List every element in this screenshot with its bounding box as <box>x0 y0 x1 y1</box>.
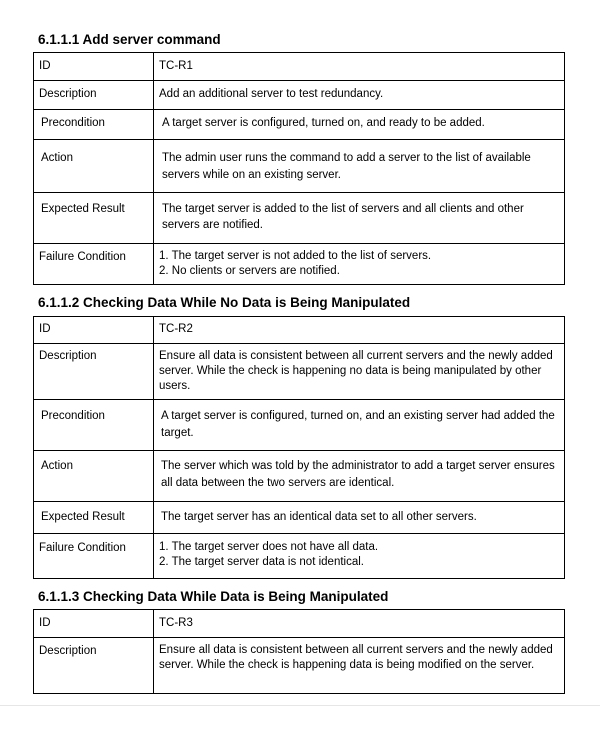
row-label-cell <box>34 81 154 110</box>
row-label-cell <box>34 451 154 502</box>
row-label: Description <box>39 350 97 362</box>
row-value-cell <box>154 400 565 451</box>
row-label-cell <box>34 502 154 534</box>
row-label-cell <box>34 140 154 193</box>
row-value: A target server is configured, turned on, and ready to be added. <box>162 117 485 129</box>
row-value: Add an additional server to test redundancy. <box>159 88 384 100</box>
row-label: Description <box>39 645 97 657</box>
row-value: The server which was told by the administrator to add a target server ensures all data between the two servers are identical. <box>161 460 555 489</box>
failure-line: 2. The target server data is not identical. <box>159 556 364 568</box>
row-value: A target server is configured, turned on, and an existing server had added the target. <box>161 410 555 439</box>
table-row <box>34 534 565 579</box>
row-label-cell <box>34 244 154 285</box>
row-value: The target server is added to the list of servers and all clients and other servers are notified. <box>162 203 524 231</box>
row-label-cell <box>34 400 154 451</box>
row-value-cell <box>154 638 565 694</box>
row-value: Ensure all data is consistent between all current servers and the newly added server. While the check is happening no data is being manipulated by other users. <box>159 350 553 392</box>
row-value: TC-R1 <box>159 60 193 72</box>
row-label: Precondition <box>41 117 105 129</box>
row-label-cell <box>34 317 154 344</box>
table-row <box>34 317 565 344</box>
failure-line: 1. The target server is not added to the list of servers. <box>159 250 432 262</box>
row-value-cell <box>154 317 565 344</box>
row-value-cell <box>154 502 565 534</box>
table-row <box>34 140 565 193</box>
table-row <box>34 81 565 110</box>
row-label: Precondition <box>41 410 105 422</box>
row-value-cell <box>154 610 565 638</box>
row-value: TC-R2 <box>159 323 193 335</box>
row-value-cell <box>154 110 565 140</box>
table-row <box>34 193 565 244</box>
row-value: The admin user runs the command to add a server to the list of available servers while on an existing server. <box>162 152 531 181</box>
row-value-cell <box>154 81 565 110</box>
test-case-table-tc-r1 <box>33 52 565 285</box>
row-value-cell <box>154 344 565 400</box>
section-title-tc-r1: 6.1.1.1 Add server command <box>38 32 221 47</box>
row-value: Ensure all data is consistent between all current servers and the newly added server. While the check is happening data is being modified on the server. <box>159 644 553 671</box>
row-value-cell <box>154 193 565 244</box>
row-label-cell <box>34 638 154 694</box>
table-row <box>34 110 565 140</box>
table-row <box>34 610 565 638</box>
failure-line: 2. No clients or servers are notified. <box>159 265 340 277</box>
row-label: Action <box>41 460 73 472</box>
row-value: TC-R3 <box>159 617 193 629</box>
table-row <box>34 638 565 694</box>
row-label: Action <box>41 152 73 164</box>
row-label-cell <box>34 534 154 579</box>
row-value-cell <box>154 534 565 579</box>
row-value: The target server has an identical data set to all other servers. <box>161 511 477 523</box>
row-value-cell <box>154 140 565 193</box>
row-label: ID <box>39 60 51 72</box>
row-label: Expected Result <box>41 203 125 215</box>
row-value-cell <box>154 53 565 81</box>
table-row <box>34 400 565 451</box>
row-value-cell <box>154 244 565 285</box>
table-row <box>34 344 565 400</box>
row-label-cell <box>34 344 154 400</box>
table-row <box>34 502 565 534</box>
section-title-tc-r2: 6.1.1.2 Checking Data While No Data is Being Manipulated <box>38 295 411 310</box>
test-case-table-tc-r3 <box>33 609 565 694</box>
test-case-table-tc-r2 <box>33 316 565 579</box>
row-label: Failure Condition <box>39 542 126 554</box>
row-label-cell <box>34 610 154 638</box>
table-row <box>34 244 565 285</box>
row-label-cell <box>34 193 154 244</box>
table-row <box>34 451 565 502</box>
row-value-cell <box>154 451 565 502</box>
row-label: Failure Condition <box>39 251 126 263</box>
row-label: ID <box>39 323 51 335</box>
row-label-cell <box>34 110 154 140</box>
page-divider <box>0 705 600 706</box>
failure-line: 1. The target server does not have all data. <box>159 541 379 553</box>
section-title-tc-r3: 6.1.1.3 Checking Data While Data is Being Manipulated <box>38 589 389 604</box>
row-label: Expected Result <box>41 511 125 523</box>
row-label: ID <box>39 617 51 629</box>
table-row <box>34 53 565 81</box>
row-label-cell <box>34 53 154 81</box>
row-label: Description <box>39 88 97 100</box>
